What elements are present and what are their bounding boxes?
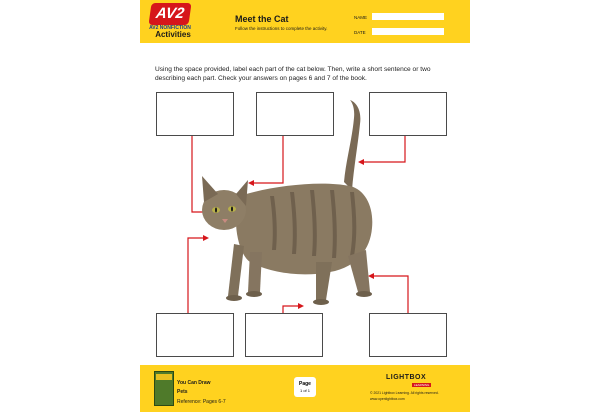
leader-line-top-right	[362, 135, 405, 162]
worksheet-footer	[140, 365, 470, 412]
leader-line-bottom-right	[372, 276, 408, 313]
instructions-text: Using the space provided, label each part of the cat below. Then, write a short sentence or two describing each part. Check your answers on pages 6 and 7 of the book.	[155, 66, 431, 82]
cat-paw	[226, 295, 242, 301]
av2-logo-badge: AV2	[148, 3, 191, 25]
date-label: DATE	[354, 30, 366, 35]
lightbox-learning-tag: LEARNING	[414, 383, 430, 387]
label-box-top-right[interactable]	[369, 92, 447, 136]
leader-line-bottom-left	[188, 238, 205, 313]
page-subtitle: Follow the instructions to complete the activity.	[235, 26, 328, 31]
cat-back-leg-left	[316, 262, 332, 300]
label-box-top-left[interactable]	[156, 92, 234, 136]
label-box-top-middle[interactable]	[256, 92, 334, 136]
leader-line-bottom-middle	[283, 306, 300, 313]
book-title: Pets	[177, 389, 188, 395]
activities-label: Activities	[155, 30, 191, 39]
cat-back-leg-right	[348, 250, 370, 292]
page-number: 1 of 1	[299, 388, 310, 393]
cat-front-leg-left	[228, 244, 244, 296]
reference-pages: Reference: Pages 6-7	[177, 399, 226, 405]
page-indicator	[294, 377, 316, 397]
lightbox-logo: LIGHTBOX	[386, 374, 427, 381]
book-series: You Can Draw	[177, 380, 211, 386]
label-box-bottom-right[interactable]	[369, 313, 447, 357]
label-box-bottom-middle[interactable]	[245, 313, 323, 357]
name-label: NAME	[354, 15, 368, 20]
worksheet-page	[140, 0, 470, 412]
book-cover-thumbnail	[154, 371, 174, 406]
av2-logo-subtext: AV2 NONFICTION	[149, 25, 191, 31]
page-title: Meet the Cat	[235, 14, 289, 24]
page-label: Page	[299, 381, 311, 387]
cat-tail	[344, 100, 360, 190]
leader-line-top-middle	[252, 135, 283, 183]
website-link[interactable]: www.openlightbox.com	[370, 397, 405, 401]
label-box-bottom-left[interactable]	[156, 313, 234, 357]
copyright-text: © 2021 Lightbox Learning. All rights reserved.	[370, 391, 439, 395]
cat-front-leg-right	[248, 252, 262, 292]
